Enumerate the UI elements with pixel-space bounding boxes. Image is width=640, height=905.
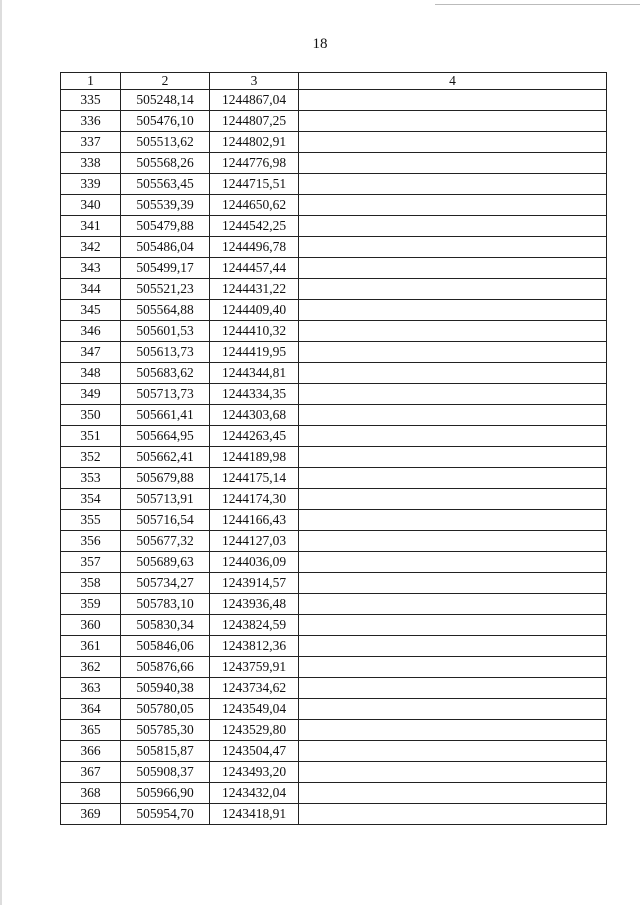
table-row <box>61 741 607 762</box>
table-cell: 359 <box>61 594 121 615</box>
table-header <box>61 73 607 90</box>
table-cell <box>299 741 607 762</box>
table-cell <box>299 384 607 405</box>
table-cell <box>299 783 607 804</box>
table-cell: 1243504,47 <box>210 741 299 762</box>
table-cell <box>299 195 607 216</box>
table-cell: 1244776,98 <box>210 153 299 174</box>
scan-edge-line <box>0 0 2 905</box>
table-cell: 1244175,14 <box>210 468 299 489</box>
table-cell: 352 <box>61 447 121 468</box>
column-header: 3 <box>210 73 299 90</box>
table-cell: 505966,90 <box>121 783 210 804</box>
table-cell <box>299 90 607 111</box>
table-row <box>61 699 607 720</box>
table-cell <box>299 699 607 720</box>
table-cell: 361 <box>61 636 121 657</box>
table-cell: 1244036,09 <box>210 552 299 573</box>
table-cell: 357 <box>61 552 121 573</box>
table-row <box>61 783 607 804</box>
table-cell: 1243529,80 <box>210 720 299 741</box>
table-cell: 348 <box>61 363 121 384</box>
table-cell: 1243418,91 <box>210 804 299 825</box>
table-cell: 1244334,35 <box>210 384 299 405</box>
table-cell <box>299 615 607 636</box>
table-cell: 505785,30 <box>121 720 210 741</box>
table-cell: 505683,62 <box>121 363 210 384</box>
table-cell: 363 <box>61 678 121 699</box>
table-cell: 1243936,48 <box>210 594 299 615</box>
table-cell: 1243759,91 <box>210 657 299 678</box>
table-cell: 1244303,68 <box>210 405 299 426</box>
table-cell: 1244457,44 <box>210 258 299 279</box>
table-cell: 505876,66 <box>121 657 210 678</box>
table-cell: 505539,39 <box>121 195 210 216</box>
table-cell: 1244431,22 <box>210 279 299 300</box>
table-cell: 1244174,30 <box>210 489 299 510</box>
table-cell <box>299 468 607 489</box>
table-cell: 1244410,32 <box>210 321 299 342</box>
table-row <box>61 237 607 258</box>
table-cell: 1243549,04 <box>210 699 299 720</box>
table-cell <box>299 279 607 300</box>
table-cell: 1243824,59 <box>210 615 299 636</box>
table-row <box>61 174 607 195</box>
table-cell <box>299 342 607 363</box>
table-cell: 1244419,95 <box>210 342 299 363</box>
table-cell: 505661,41 <box>121 405 210 426</box>
table-row <box>61 258 607 279</box>
table-row <box>61 615 607 636</box>
table-cell: 505846,06 <box>121 636 210 657</box>
table-cell: 1244802,91 <box>210 132 299 153</box>
table-cell: 1244166,43 <box>210 510 299 531</box>
table-cell: 337 <box>61 132 121 153</box>
table-cell <box>299 447 607 468</box>
table-cell: 353 <box>61 468 121 489</box>
table-cell <box>299 426 607 447</box>
table-cell: 505713,91 <box>121 489 210 510</box>
table-cell: 340 <box>61 195 121 216</box>
table-cell: 1243734,62 <box>210 678 299 699</box>
table-cell: 350 <box>61 405 121 426</box>
page-number: 18 <box>312 36 328 52</box>
table-cell: 336 <box>61 111 121 132</box>
table-row <box>61 90 607 111</box>
table-cell <box>299 762 607 783</box>
table-row <box>61 804 607 825</box>
table-cell: 1243812,36 <box>210 636 299 657</box>
table-row <box>61 531 607 552</box>
table-row <box>61 426 607 447</box>
table-cell <box>299 132 607 153</box>
table-cell: 505664,95 <box>121 426 210 447</box>
table-cell: 1244542,25 <box>210 216 299 237</box>
table-row <box>61 636 607 657</box>
table-cell <box>299 552 607 573</box>
table-cell: 505248,14 <box>121 90 210 111</box>
table-cell: 1243432,04 <box>210 783 299 804</box>
table-row <box>61 195 607 216</box>
scan-top-mark <box>435 4 640 5</box>
table-cell <box>299 678 607 699</box>
table-cell: 1244344,81 <box>210 363 299 384</box>
table-row <box>61 573 607 594</box>
table-cell: 1244409,40 <box>210 300 299 321</box>
table-cell: 335 <box>61 90 121 111</box>
table-cell: 347 <box>61 342 121 363</box>
table-cell: 505734,27 <box>121 573 210 594</box>
table-body <box>61 90 607 825</box>
table-cell: 362 <box>61 657 121 678</box>
table-cell: 505940,38 <box>121 678 210 699</box>
table-cell: 366 <box>61 741 121 762</box>
table-cell: 505783,10 <box>121 594 210 615</box>
table-row <box>61 468 607 489</box>
table-cell <box>299 300 607 321</box>
table-cell: 505908,37 <box>121 762 210 783</box>
table-cell: 368 <box>61 783 121 804</box>
table-cell: 505780,05 <box>121 699 210 720</box>
table-cell: 1244127,03 <box>210 531 299 552</box>
table-cell: 1244650,62 <box>210 195 299 216</box>
table-row <box>61 216 607 237</box>
table-cell: 355 <box>61 510 121 531</box>
table-row <box>61 510 607 531</box>
table-cell: 505568,26 <box>121 153 210 174</box>
table-cell: 505499,17 <box>121 258 210 279</box>
table-cell <box>299 321 607 342</box>
table-row <box>61 279 607 300</box>
table-row <box>61 384 607 405</box>
table-row <box>61 657 607 678</box>
table-cell: 505613,73 <box>121 342 210 363</box>
table-row <box>61 762 607 783</box>
table-cell: 345 <box>61 300 121 321</box>
table-cell: 505486,04 <box>121 237 210 258</box>
table-row <box>61 489 607 510</box>
table-row <box>61 300 607 321</box>
table-cell: 1244867,04 <box>210 90 299 111</box>
table-row <box>61 132 607 153</box>
table-cell: 505521,23 <box>121 279 210 300</box>
table-cell <box>299 363 607 384</box>
table-cell: 505954,70 <box>121 804 210 825</box>
table-cell <box>299 636 607 657</box>
table-cell: 505677,32 <box>121 531 210 552</box>
table-row <box>61 678 607 699</box>
table-cell: 342 <box>61 237 121 258</box>
table-cell: 505479,88 <box>121 216 210 237</box>
table-row <box>61 342 607 363</box>
table-cell <box>299 174 607 195</box>
table-cell: 346 <box>61 321 121 342</box>
table-cell: 1244715,51 <box>210 174 299 195</box>
table-row <box>61 321 607 342</box>
table-row <box>61 552 607 573</box>
table-cell: 358 <box>61 573 121 594</box>
table-row <box>61 720 607 741</box>
table-row <box>61 405 607 426</box>
table-cell <box>299 111 607 132</box>
table-cell: 505716,54 <box>121 510 210 531</box>
table-cell: 505476,10 <box>121 111 210 132</box>
table-cell: 505713,73 <box>121 384 210 405</box>
table-row <box>61 363 607 384</box>
header-row <box>61 73 607 90</box>
table-cell: 360 <box>61 615 121 636</box>
table-cell: 505679,88 <box>121 468 210 489</box>
table-cell: 1244189,98 <box>210 447 299 468</box>
table-cell <box>299 531 607 552</box>
table-cell: 338 <box>61 153 121 174</box>
table-row <box>61 594 607 615</box>
table-row <box>61 447 607 468</box>
table-cell <box>299 573 607 594</box>
table-cell <box>299 258 607 279</box>
table-cell: 343 <box>61 258 121 279</box>
table-cell: 1243914,57 <box>210 573 299 594</box>
table-cell: 505815,87 <box>121 741 210 762</box>
column-header: 1 <box>61 73 121 90</box>
table-cell <box>299 804 607 825</box>
table-cell: 365 <box>61 720 121 741</box>
table-cell: 505662,41 <box>121 447 210 468</box>
table-cell: 339 <box>61 174 121 195</box>
table-cell <box>299 216 607 237</box>
table-cell: 367 <box>61 762 121 783</box>
table-cell: 1244263,45 <box>210 426 299 447</box>
table-cell: 505601,53 <box>121 321 210 342</box>
table-cell: 505513,62 <box>121 132 210 153</box>
table-cell: 1244496,78 <box>210 237 299 258</box>
table-cell: 364 <box>61 699 121 720</box>
table-cell <box>299 720 607 741</box>
table-cell: 505563,45 <box>121 174 210 195</box>
table-row <box>61 111 607 132</box>
table-cell: 505564,88 <box>121 300 210 321</box>
table-cell <box>299 237 607 258</box>
coordinates-table <box>60 72 607 825</box>
table-cell: 354 <box>61 489 121 510</box>
table-cell: 351 <box>61 426 121 447</box>
table-cell <box>299 594 607 615</box>
table-cell: 505830,34 <box>121 615 210 636</box>
table-row <box>61 153 607 174</box>
table-cell <box>299 405 607 426</box>
table-cell: 1244807,25 <box>210 111 299 132</box>
table-cell: 344 <box>61 279 121 300</box>
table-cell <box>299 510 607 531</box>
column-header: 2 <box>121 73 210 90</box>
table-cell: 356 <box>61 531 121 552</box>
table-cell: 505689,63 <box>121 552 210 573</box>
table-cell: 349 <box>61 384 121 405</box>
table-cell: 341 <box>61 216 121 237</box>
column-header: 4 <box>299 73 607 90</box>
table-cell <box>299 489 607 510</box>
table-cell <box>299 153 607 174</box>
table-cell <box>299 657 607 678</box>
table-cell: 369 <box>61 804 121 825</box>
table-cell: 1243493,20 <box>210 762 299 783</box>
